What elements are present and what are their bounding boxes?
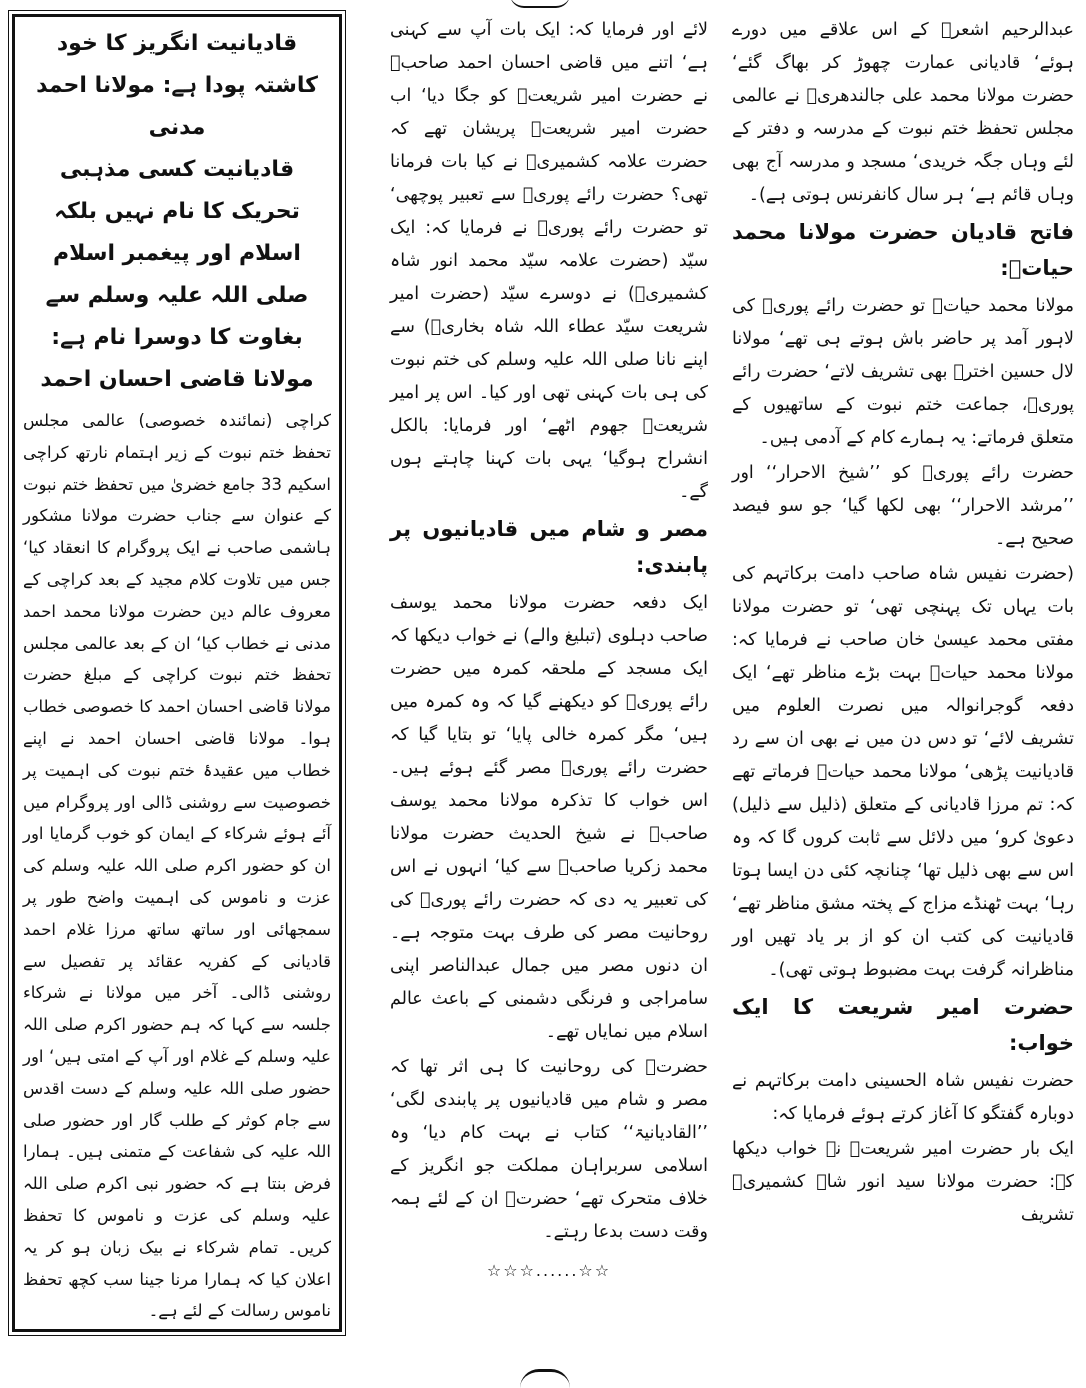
right-column <box>732 14 1074 1234</box>
right-paragraph: حضرت نفیس شاہ الحسینی دامت برکاتہم نے دوبارہ گفتگو کا آغاز کرتے ہوئے فرمایا کہ: <box>732 1071 1074 1124</box>
middle-paragraph: ایک دفعہ حضرت مولانا محمد یوسف صاحب دہلوی (تبلیغ والے) نے خواب دیکھا کہ ایک مسجد کے ملحقہ کمرہ میں حضرت رائے پوریؒ کو دیکھنے گیا کہ وہ کمرہ میں ہیں‘ مگر کمرہ خالی پایا‘ تو بتایا گیا کہ حضرت رائے پوریؒ مصر گئے ہوئے ہیں۔ اس خواب کا تذکرہ مولانا محمد یوسف صاحبؒ نے شیخ الحدیث حضرت مولانا محمد زکریا صاحبؒ سے کیا‘ انہوں نے اس کی تعبیر یہ دی کہ حضرت رائے پوریؒ کی روحانیت مصر کی طرف بہت متوجہ ہے۔ ان دنوں مصر میں جمال عبدالناصر اپنی سامراجی و فرنگی دشمنی کے باعث عالم اسلام میں نمایاں تھے۔ <box>390 593 708 1042</box>
right-paragraph: حضرت رائے پوریؒ کو ’’شیخ الاحرار‘‘ اور ’’مرشد الاحرار‘‘ بھی لکھا گیا‘ جو سو فیصد صحیح ہے۔ <box>732 463 1074 549</box>
middle-column <box>390 14 708 1291</box>
middle-paragraph: لائے اور فرمایا کہ: ایک بات آپ سے کہنی ہے‘ اتنے میں قاضی احسان احمد صاحبؒ نے حضرت امیر شریعتؒ کو جگا دیا‘ اب حضرت امیر شریعتؒ پریشان تھے کہ حضرت علامہ کشمیریؒ نے کیا بات فرمانا تھی؟ حضرت رائے پوریؒ سے تعبیر پوچھی‘ تو حضرت رائے پوریؒ نے فرمایا کہ: ایک سیّد (حضرت علامہ سیّد محمد انور شاہ کشمیریؒ) نے دوسرے سیّد (حضرت امیر شریعت سیّد عطاء اللہ شاہ بخاریؒ) سے اپنے نانا صلی اللہ علیہ وسلم کی ختم نبوت کی ہی بات کہنی تھی اور کیا۔ اس پر امیر شریعتؒ جھوم اٹھے‘ اور فرمایا: بالکل انشراح ہوگیا‘ یہی بات کہنا چاہتے ہوں گے۔ <box>390 20 708 502</box>
right-paragraph: (حضرت نفیس شاہ صاحب دامت برکاتہم کی بات یہاں تک پہنچی تھی‘ تو حضرت مولانا مفتی محمد عیسیٰ خان صاحب نے فرمایا کہ: مولانا محمد حیاتؒ بہت بڑے مناظر تھے‘ ایک دفعہ گوجرانوالہ میں نصرت العلوم میں تشریف لائے‘ تو دس دن میں نے بھی ان سے رد قادیانیت پڑھی‘ مولانا محمد حیاتؒ فرماتے تھے کہ: تم مرزا قادیانی کے متعلق (ذلیل سے ذلیل) دعویٰ کرو‘ میں دلائل سے ثابت کروں گا کہ وہ اس سے بھی ذلیل تھا‘ چنانچہ کئی دن ایسا ہوتا رہا‘ بہت ٹھنڈے مزاج کے پختہ مشق مناظر تھے‘ قادیانیت کی کتب ان کو از بر یاد تھیں اور مناظرانہ گرفت بہت مضبوط ہوتی تھی)۔ <box>732 564 1074 980</box>
right-paragraph: ایک بار حضرت امیر شریعتؒ نے خواب دیکھا کہ: حضرت مولانا سید انور شاہ کشمیریؒ تشریف <box>732 1139 1074 1225</box>
news-box <box>12 14 342 1332</box>
news-box-subtitle: قادیانیت کسی مذہبی تحریک کا نام نہیں بلکہ اسلام اور پیغمبر اسلام صلی اللہ علیہ وسلم سے بغاوت کا دوسرا نام ہے: مولانا قاضی احسان احمد <box>40 157 314 392</box>
news-box-title: قادیانیت انگریز کا خود کاشتہ پودا ہے: مولانا احمد مدنی <box>36 31 318 140</box>
right-heading-2: حضرت امیر شریعت کا ایک خواب: <box>732 995 1074 1055</box>
news-box-body: کراچی (نمائندہ خصوصی) عالمی مجلس تحفظ ختم نبوت کے زیر اہتمام نارتھ کراچی اسکیم 33 جامع خضریٰ میں تحفظ ختم نبوت کے عنوان سے جناب حضرت مولانا مشکور ہاشمی صاحب نے ایک پروگرام کا انعقاد کیا‘ جس میں تلاوت کلام مجید کے بعد کراچی کے معروف عالم دین حضرت مولانا محمد احمد مدنی نے خطاب کیا‘ ان کے بعد عالمی مجلس تحفظ ختم نبوت کراچی کے مبلغ حضرت مولانا قاضی احسان احمد کا خصوصی خطاب ہوا۔ مولانا قاضی احسان احمد نے اپنے خطاب میں عقیدۂ ختم نبوت کی اہمیت پر خصوصیت سے روشنی ڈالی اور پروگرام میں آئے ہوئے شرکاء کے ایمان کو خوب گرمایا اور ان کو حضور اکرم صلی اللہ علیہ وسلم کی عزت و ناموس کی اہمیت واضح طور پر سمجھائی اور ساتھ ساتھ مرزا غلام احمد قادیانی کے کفریہ عقائد پر تفصیل سے روشنی ڈالی۔ آخر میں مولانا نے شرکاء جلسہ سے کہا کہ ہم حضور اکرم صلی اللہ علیہ وسلم کے غلام اور آپ کے امتی ہیں‘ اور حضور صلی اللہ علیہ وسلم کے دست اقدس سے جام کوثر کے طلب گار اور حضور صلی اللہ علیہ کی شفاعت کے متمنی ہیں۔ ہمارا فرض بنتا ہے کہ حضور نبی اکرم صلی اللہ علیہ وسلم کی عزت و ناموس کا تحفظ کریں۔ تمام شرکاء نے بیک زبان ہو کر یہ اعلان کیا کہ ہمارا مرنا جینا سب کچھ تحفظ ناموس رسالت کے لئے ہے۔ <box>23 411 331 1321</box>
right-paragraph: عبدالرحیم اشعرؒ کے اس علاقے میں دورے ہوئے‘ قادیانی عمارت چھوڑ کر بھاگ گئے‘ حضرت مولانا محمد علی جالندھریؒ نے عالمی مجلس تحفظ ختم نبوت کے مدرسہ و دفتر کے لئے وہاں جگہ خریدی‘ مسجد و مدرسہ آج بھی وہاں قائم ہے‘ ہر سال کانفرنس ہوتی ہے)۔ <box>732 20 1074 205</box>
middle-heading: مصر و شام میں قادیانیوں پر پابندی: <box>390 517 708 577</box>
section-end-stars: ☆☆......☆☆☆ <box>486 1261 612 1280</box>
bottom-ornament <box>520 1369 570 1388</box>
right-paragraph: مولانا محمد حیاتؒ تو حضرت رائے پوریؒ کی لاہور آمد پر حاضر باش ہوتے ہی تھے‘ مولانا لال حسین اخترؒ بھی تشریف لاتے‘ حضرت رائے پوریؒ، جماعت ختم نبوت کے ساتھیوں کے متعلق فرماتے: یہ ہمارے کام کے آدمی ہیں۔ <box>732 296 1074 448</box>
middle-paragraph: حضرتؒ کی روحانیت کا ہی اثر تھا کہ مصر و شام میں قادیانیوں پر پابندی لگی‘ ’’القادیانیۃ‘‘ کتاب نے بہت کام دیا‘ وہ اسلامی سربراہان مملکت جو انگریز کے خلاف متحرک تھے‘ حضرتؒ ان کے لئے ہمہ وقت دست بدعا رہتے۔ <box>390 1057 708 1242</box>
right-heading-1: فاتح قادیان حضرت مولانا محمد حیاتؒ: <box>732 220 1074 280</box>
top-ornament <box>510 0 570 8</box>
